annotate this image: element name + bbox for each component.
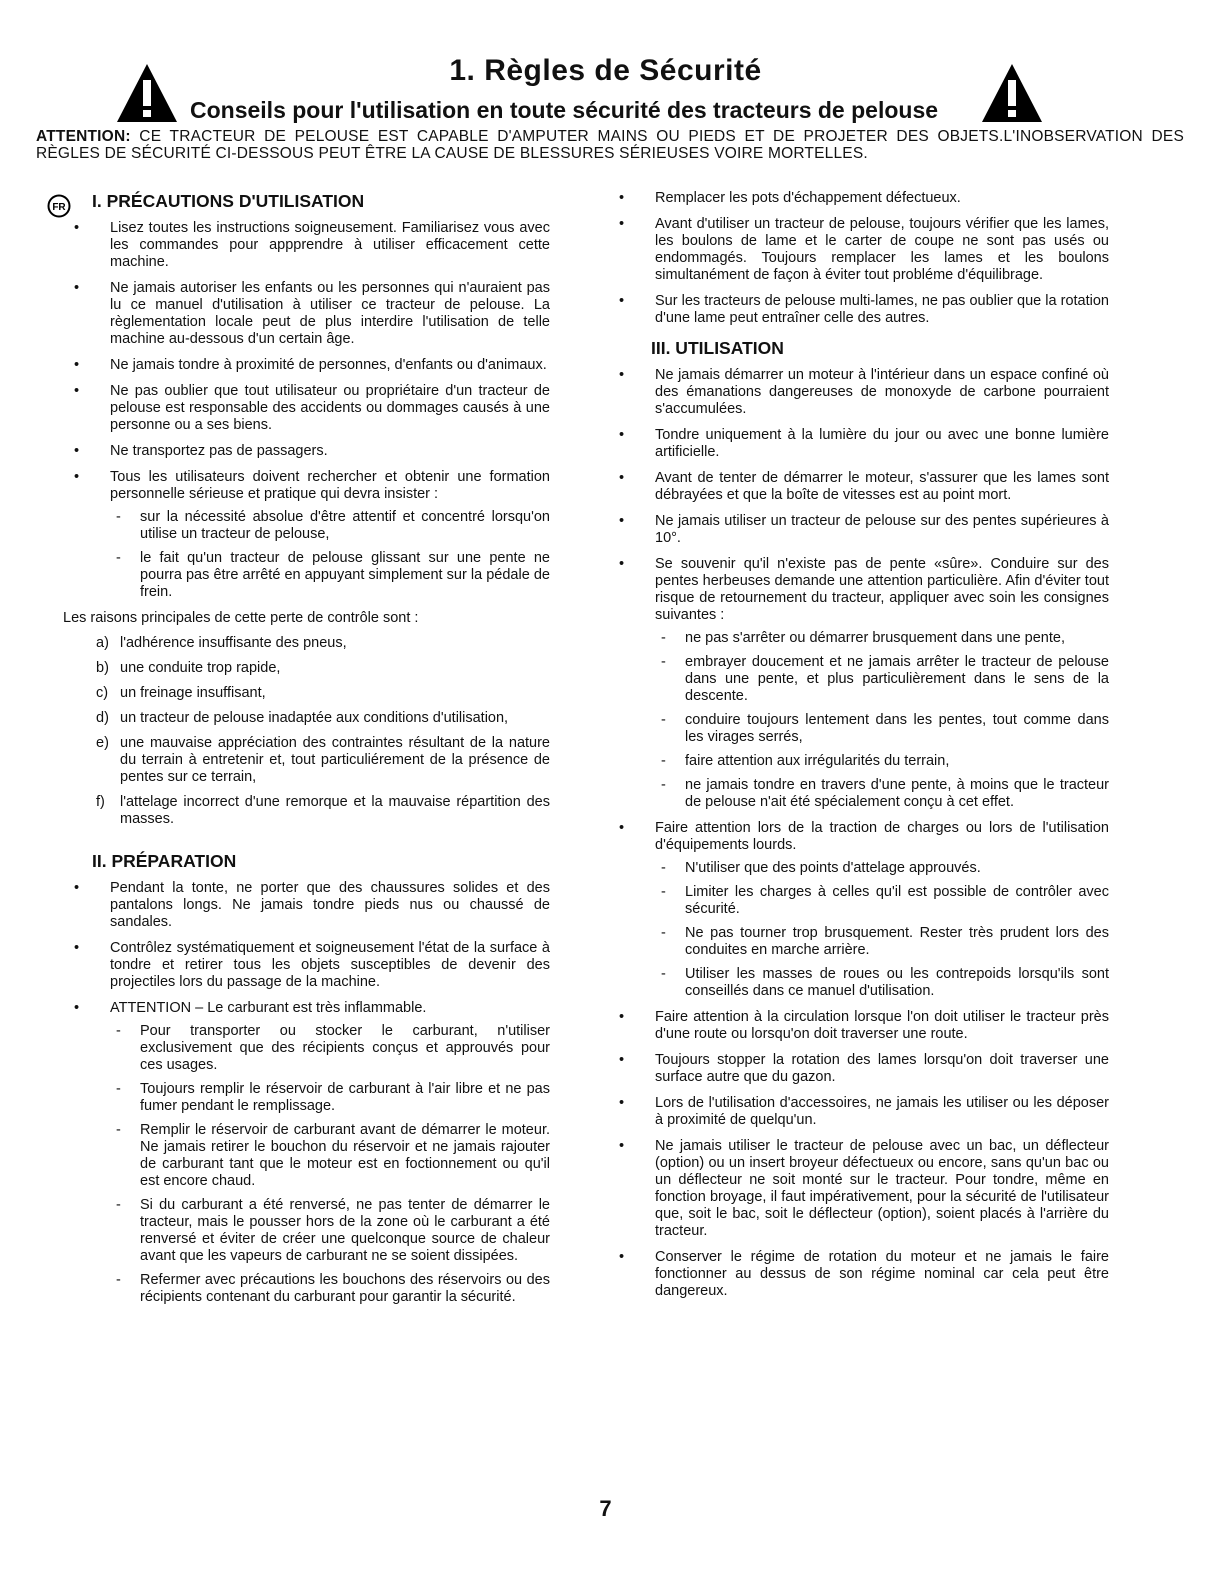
list-item: a) l'adhérence insuffisante des pneus,	[96, 635, 347, 651]
language-badge-label: FR	[52, 202, 66, 213]
list-item: • Lisez toutes les instructions soigneusement. Familiarisez vous avec les commandes pour appprendre à utiliser efficacement cette machine.	[74, 220, 550, 270]
sub-list-item: - ne pas s'arrêter ou démarrer brusquement dans une pente,	[661, 630, 1065, 646]
sub-list-item: - ne jamais tondre en travers d'une pente, à moins que le tracteur de pelouse n'ait été spécialement conçu à cet effet.	[661, 777, 1109, 810]
sub-list-item: - le fait qu'un tracteur de pelouse glissant sur une pente ne pourra pas être arrêté en appuyant simplement sur la pédale de frein.	[116, 550, 550, 600]
sub-list	[110, 1023, 550, 1306]
list-item: • Faire attention à la circulation lorsque l'on doit utiliser le tracteur près d'une route ou lorsqu'on doit traverser une route.	[619, 1009, 1109, 1042]
language-badge-icon	[47, 194, 71, 218]
list-item: • Avant d'utiliser un tracteur de pelouse, toujours vérifier que les lames, les boulons de lame et le carter de coupe ne sont pas usés ou endommagés. Toujours remplacer les lames et les boulons simultanément de façon à éviter tout probléme d'équilibrage.	[619, 216, 1109, 283]
bullet-list	[619, 190, 1109, 327]
sub-list-item: - sur la nécessité absolue d'être attentif et concentré lorsqu'on utilise un tracteur de pelouse,	[116, 509, 550, 542]
list-item: • Conserver le régime de rotation du moteur et ne jamais le faire fonctionner au dessus de son régime nominal car cela peut être dangereux.	[619, 1249, 1109, 1299]
list-item: • Remplacer les pots d'échappement défectueux.	[619, 190, 961, 206]
reasons-list	[80, 635, 550, 828]
reasons-intro: Les raisons principales de cette perte de contrôle sont :	[63, 610, 419, 626]
list-item: • Ne jamais autoriser les enfants ou les personnes qui n'auraient pas lu ce manuel d'utilisation à utiliser ce tracteur de pelouse. La règlementation locale peut de plus interdire l'utilisation de telle machine au-dessous d'un certain âge.	[74, 280, 550, 347]
sub-list-item: - Utiliser les masses de roues ou les contrepoids lorsqu'ils sont conseillés dans ce manuel d'utilisation.	[661, 966, 1109, 999]
list-item: • Ne jamais utiliser un tracteur de pelouse sur des pentes supérieures à 10°.	[619, 513, 1109, 546]
sub-list-item: - Toujours remplir le réservoir de carburant à l'air libre et ne pas fumer pendant le remplissage.	[116, 1081, 550, 1114]
attention-label: ATTENTION:	[36, 128, 131, 145]
sub-list	[655, 630, 1109, 811]
right-column	[619, 190, 1109, 1309]
section-heading: III. UTILISATION	[651, 338, 784, 358]
list-item: • Pendant la tonte, ne porter que des chaussures solides et des pantalons longs. Ne jamais tondre pieds nus ou chaussé de sandales.	[74, 880, 550, 930]
page-subtitle: Conseils pour l'utilisation en toute sécurité des tracteurs de pelouse	[190, 97, 939, 123]
section-heading: I. PRÉCAUTIONS D'UTILISATION	[92, 191, 365, 211]
sub-list-item: - Limiter les charges à celles qu'il est possible de contrôler avec sécurité.	[661, 884, 1109, 917]
list-item: b) une conduite trop rapide,	[96, 660, 281, 676]
list-item: • Ne pas oublier que tout utilisateur ou propriétaire d'un tracteur de pelouse est responsable des accidents ou dommages causés à une personne ou a ses biens.	[74, 383, 550, 433]
bullet-list	[74, 880, 550, 1306]
attention-warning	[36, 128, 1184, 162]
list-item: • Ne transportez pas de passagers.	[74, 443, 328, 459]
list-item: • Ne jamais utiliser le tracteur de pelouse avec un bac, un déflecteur (option) ou un insert broyeur défectueux ou encore, sans qu'un bac ou un déflecteur ne soit monté sur le tracteur. Pour tondre, même en fonction broyage, il faut impérativement, pour la sécurité de l'utilisateur que, soit le bac, soit le déflecteur (option), soient placés à l'arrière du tracteur.	[619, 1138, 1109, 1239]
list-item: • Ne jamais démarrer un moteur à l'intérieur dans un espace confiné où des émanations dangereuses de monoxyde de carbone pourraient s'accumulées.	[619, 367, 1109, 417]
list-item: • Tous les utilisateurs doivent rechercher et obtenir une formation personnelle sérieuse et pratique qui devra insister : - sur la nécessité absolue d'être attentif et concentré lorsqu'on utilise un tracteur de pelouse, - le fait qu'un tracteur de pelouse glissant sur une pente ne pourra pas être arrêté en appuyant simplement sur la pédale de frein.	[74, 469, 550, 600]
sub-list	[110, 509, 550, 601]
list-item: • Faire attention lors de la traction de charges ou lors de l'utilisation d'équipements lourds. - N'utiliser que des points d'attelage approuvés. - Limiter les charges à celles qu'il est possible de contrôler avec sécurité. - Ne pas tourner trop brusquement. Rester très prudent lors des conduites en marche arrière. - Utiliser les masses de roues ou les contrepoids lorsqu'ils sont conseillés dans ce manuel d'utilisation.	[619, 820, 1109, 999]
sub-list-item: - faire attention aux irrégularités du terrain,	[661, 753, 950, 769]
list-item: d) un tracteur de pelouse inadaptée aux conditions d'utilisation,	[96, 710, 509, 726]
section-heading: II. PRÉPARATION	[92, 851, 237, 871]
list-item: • ATTENTION – Le carburant est très inflammable. - Pour transporter ou stocker le carburant, n'utiliser exclusivement que des récipients conçus et approuvés pour ces usages. - Toujours remplir le réservoir de carburant à l'air libre et ne pas fumer pendant le remplissage. - Remplir le réservoir de carburant avant de démarrer le moteur. Ne jamais retirer le bouchon du réservoir et ne jamais rajouter de carburant tant que le moteur est en foctionnement ou qu'il est encore chaud. - Si du carburant a été renversé, ne pas tenter de démarrer le tracteur, mais le pousser hors de la zone où le carburant a été renversé et éviter de créer une quelconque source de chaleur avant que les vapeurs de carburant ne se soient dissipées. - Refermer avec précautions les bouchons des réservoirs ou des récipients contenant du carburant pour garantir la sécurité.	[74, 1000, 550, 1305]
list-item: • Contrôlez systématiquement et soigneusement l'état de la surface à tondre et retirer tous les objets susceptibles de devenir des projectiles lors du passage de la machine.	[74, 940, 550, 990]
sub-list	[655, 860, 1109, 1000]
list-item: e) une mauvaise appréciation des contraintes résultant de la nature du terrain à entretenir et, tout particuliérement de la présence de pentes sur ce terrain,	[96, 735, 550, 785]
attention-text: CE TRACTEUR DE PELOUSE EST CAPABLE D'AMPUTER MAINS OU PIEDS ET DE PROJETER DES OBJETS.L'INOBSERVATION DES RÈGLES DE SÉCURITÉ CI-DESSOUS PEUT ÊTRE LA CAUSE DE BLESSURES SÉRIEUSES VOIRE MORTELLES.	[36, 128, 1184, 162]
sub-list-item: - N'utiliser que des points d'attelage approuvés.	[661, 860, 981, 876]
sub-list-item: - Pour transporter ou stocker le carburant, n'utiliser exclusivement que des récipients conçus et approuvés pour ces usages.	[116, 1023, 550, 1073]
bullet-list	[619, 367, 1109, 1300]
bullet-list	[74, 220, 550, 601]
list-item: • Se souvenir qu'il n'existe pas de pente «sûre». Conduire sur des pentes herbeuses demande une attention particulière. Afin d'éviter tout risque de retournement du tracteur, appliquer avec soin les consignes suivantes : - ne pas s'arrêter ou démarrer brusquement dans une pente, - embrayer doucement et ne jamais arrêter le tracteur de pelouse dans une pente, et plus particulièrement dans le sens de la descente. - conduire toujours lentement dans les pentes, tout comme dans les virages serrés, - faire attention aux irrégularités du terrain, - ne jamais tondre en travers d'une pente, à moins que le tracteur de pelouse n'ait été spécialement conçu à cet effet.	[619, 556, 1109, 810]
list-item: c) un freinage insuffisant,	[96, 685, 266, 701]
list-item: • Avant de tenter de démarrer le moteur, s'assurer que les lames sont débrayées et que la boîte de vitesses est au point mort.	[619, 470, 1109, 503]
list-item: f) l'attelage incorrect d'une remorque et la mauvaise répartition des masses.	[96, 794, 550, 827]
sub-list-item: - embrayer doucement et ne jamais arrêter le tracteur de pelouse dans une pente, et plus particulièrement dans le sens de la descente.	[661, 654, 1109, 704]
page-number: 7	[599, 1496, 612, 1521]
list-item: • Tondre uniquement à la lumière du jour ou avec une bonne lumière artificielle.	[619, 427, 1109, 460]
list-item: • Sur les tracteurs de pelouse multi-lames, ne pas oublier que la rotation d'une lame peut entraîner celle des autres.	[619, 293, 1109, 326]
list-item: • Lors de l'utilisation d'accessoires, ne jamais les utiliser ou les déposer à proximité de quelqu'un.	[619, 1095, 1109, 1128]
list-item: • Toujours stopper la rotation des lames lorsqu'on doit traverser une surface autre que du gazon.	[619, 1052, 1109, 1085]
sub-list-item: - Si du carburant a été renversé, ne pas tenter de démarrer le tracteur, mais le pousser hors de la zone où le carburant a été renversé et éviter de créer une quelconque source de chaleur avant que les vapeurs de carburant ne se soient dissipées.	[116, 1197, 550, 1264]
sub-list-item: - conduire toujours lentement dans les pentes, tout comme dans les virages serrés,	[661, 712, 1109, 745]
sub-list-item: - Refermer avec précautions les bouchons des réservoirs ou des récipients contenant du carburant pour garantir la sécurité.	[116, 1272, 550, 1305]
page-title: 1. Règles de Sécurité	[449, 54, 762, 87]
sub-list-item: - Ne pas tourner trop brusquement. Rester très prudent lors des conduites en marche arrière.	[661, 925, 1109, 958]
list-item: • Ne jamais tondre à proximité de personnes, d'enfants ou d'animaux.	[74, 357, 547, 373]
sub-list-item: - Remplir le réservoir de carburant avant de démarrer le moteur. Ne jamais retirer le bouchon du réservoir et ne jamais rajouter de carburant tant que le moteur est en foctionnement ou qu'il est encore chaud.	[116, 1122, 550, 1189]
left-column	[63, 190, 550, 1315]
